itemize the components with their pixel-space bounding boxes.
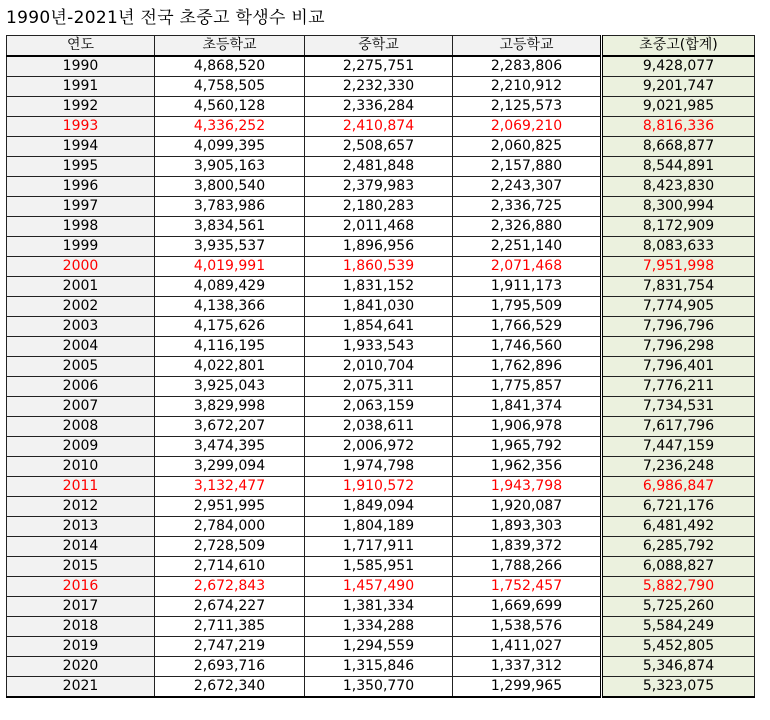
cell-year: 1996 xyxy=(7,177,155,197)
cell-year: 1998 xyxy=(7,217,155,237)
cell-middle: 1,717,911 xyxy=(305,537,453,557)
cell-elementary: 3,672,207 xyxy=(155,417,305,437)
table-row xyxy=(7,517,755,537)
table-row xyxy=(7,597,755,617)
cell-year: 2014 xyxy=(7,537,155,557)
cell-total: 7,831,754 xyxy=(602,277,755,297)
cell-year: 2018 xyxy=(7,617,155,637)
cell-elementary: 4,175,626 xyxy=(155,317,305,337)
cell-middle: 2,010,704 xyxy=(305,357,453,377)
cell-middle: 1,350,770 xyxy=(305,677,453,698)
cell-year: 2019 xyxy=(7,637,155,657)
cell-year: 2003 xyxy=(7,317,155,337)
cell-elementary: 2,693,716 xyxy=(155,657,305,677)
cell-high: 1,752,457 xyxy=(453,577,602,597)
header-elementary: 초등학교 xyxy=(155,36,305,57)
cell-total: 8,544,891 xyxy=(602,157,755,177)
cell-high: 1,766,529 xyxy=(453,317,602,337)
cell-high: 1,762,896 xyxy=(453,357,602,377)
cell-total: 9,428,077 xyxy=(602,56,755,77)
cell-total: 6,088,827 xyxy=(602,557,755,577)
cell-total: 9,021,985 xyxy=(602,97,755,117)
cell-elementary: 4,560,128 xyxy=(155,97,305,117)
table-row xyxy=(7,177,755,197)
cell-middle: 1,381,334 xyxy=(305,597,453,617)
cell-year: 1994 xyxy=(7,137,155,157)
cell-year: 1997 xyxy=(7,197,155,217)
cell-high: 1,906,978 xyxy=(453,417,602,437)
cell-middle: 1,315,846 xyxy=(305,657,453,677)
cell-total: 6,986,847 xyxy=(602,477,755,497)
cell-elementary: 4,138,366 xyxy=(155,297,305,317)
cell-high: 1,669,699 xyxy=(453,597,602,617)
cell-high: 1,299,965 xyxy=(453,677,602,698)
cell-high: 1,920,087 xyxy=(453,497,602,517)
cell-total: 5,584,249 xyxy=(602,617,755,637)
cell-middle: 2,379,983 xyxy=(305,177,453,197)
cell-year: 2009 xyxy=(7,437,155,457)
cell-middle: 1,896,956 xyxy=(305,237,453,257)
cell-middle: 1,974,798 xyxy=(305,457,453,477)
cell-high: 2,210,912 xyxy=(453,77,602,97)
cell-high: 2,069,210 xyxy=(453,117,602,137)
cell-high: 1,746,560 xyxy=(453,337,602,357)
header-total: 초중고(합계) xyxy=(602,36,755,57)
table-row xyxy=(7,417,755,437)
cell-total: 8,816,336 xyxy=(602,117,755,137)
table-row xyxy=(7,277,755,297)
cell-middle: 2,410,874 xyxy=(305,117,453,137)
cell-high: 1,775,857 xyxy=(453,377,602,397)
cell-elementary: 3,834,561 xyxy=(155,217,305,237)
cell-elementary: 2,951,995 xyxy=(155,497,305,517)
cell-year: 2013 xyxy=(7,517,155,537)
cell-high: 1,538,576 xyxy=(453,617,602,637)
cell-high: 2,283,806 xyxy=(453,56,602,77)
cell-total: 7,776,211 xyxy=(602,377,755,397)
cell-elementary: 4,868,520 xyxy=(155,56,305,77)
cell-elementary: 3,829,998 xyxy=(155,397,305,417)
cell-elementary: 3,800,540 xyxy=(155,177,305,197)
table-row xyxy=(7,537,755,557)
cell-high: 2,251,140 xyxy=(453,237,602,257)
table-row xyxy=(7,217,755,237)
cell-total: 6,721,176 xyxy=(602,497,755,517)
table-row xyxy=(7,497,755,517)
cell-year: 1990 xyxy=(7,56,155,77)
cell-total: 8,083,633 xyxy=(602,237,755,257)
cell-elementary: 2,747,219 xyxy=(155,637,305,657)
cell-middle: 2,336,284 xyxy=(305,97,453,117)
cell-middle: 1,334,288 xyxy=(305,617,453,637)
cell-elementary: 2,714,610 xyxy=(155,557,305,577)
student-count-table xyxy=(6,35,755,698)
cell-elementary: 4,099,395 xyxy=(155,137,305,157)
cell-total: 6,481,492 xyxy=(602,517,755,537)
table-row xyxy=(7,657,755,677)
cell-year: 2001 xyxy=(7,277,155,297)
cell-high: 2,243,307 xyxy=(453,177,602,197)
cell-total: 5,882,790 xyxy=(602,577,755,597)
cell-elementary: 4,758,505 xyxy=(155,77,305,97)
table-row xyxy=(7,56,755,77)
cell-year: 2020 xyxy=(7,657,155,677)
cell-year: 1993 xyxy=(7,117,155,137)
cell-high: 2,060,825 xyxy=(453,137,602,157)
cell-elementary: 3,935,537 xyxy=(155,237,305,257)
header-middle: 중학교 xyxy=(305,36,453,57)
cell-middle: 2,232,330 xyxy=(305,77,453,97)
cell-high: 2,326,880 xyxy=(453,217,602,237)
cell-elementary: 4,116,195 xyxy=(155,337,305,357)
cell-high: 2,071,468 xyxy=(453,257,602,277)
cell-total: 7,734,531 xyxy=(602,397,755,417)
cell-middle: 1,849,094 xyxy=(305,497,453,517)
cell-year: 2005 xyxy=(7,357,155,377)
table-row xyxy=(7,97,755,117)
table-row xyxy=(7,117,755,137)
cell-high: 2,125,573 xyxy=(453,97,602,117)
header-high: 고등학교 xyxy=(453,36,602,57)
cell-year: 2002 xyxy=(7,297,155,317)
cell-high: 1,965,792 xyxy=(453,437,602,457)
table-row xyxy=(7,137,755,157)
cell-high: 1,839,372 xyxy=(453,537,602,557)
table-row xyxy=(7,637,755,657)
cell-middle: 1,457,490 xyxy=(305,577,453,597)
table-row xyxy=(7,297,755,317)
table-row xyxy=(7,557,755,577)
cell-total: 5,452,805 xyxy=(602,637,755,657)
cell-total: 7,951,998 xyxy=(602,257,755,277)
cell-high: 1,943,798 xyxy=(453,477,602,497)
cell-total: 8,300,994 xyxy=(602,197,755,217)
cell-elementary: 3,925,043 xyxy=(155,377,305,397)
page-title: 1990년-2021년 전국 초중고 학생수 비교 xyxy=(6,8,325,28)
table-body xyxy=(7,56,755,697)
cell-total: 5,346,874 xyxy=(602,657,755,677)
cell-total: 9,201,747 xyxy=(602,77,755,97)
table-row xyxy=(7,477,755,497)
cell-elementary: 4,022,801 xyxy=(155,357,305,377)
cell-middle: 2,038,611 xyxy=(305,417,453,437)
cell-elementary: 3,474,395 xyxy=(155,437,305,457)
cell-total: 7,796,401 xyxy=(602,357,755,377)
cell-elementary: 4,019,991 xyxy=(155,257,305,277)
cell-high: 2,336,725 xyxy=(453,197,602,217)
cell-elementary: 3,905,163 xyxy=(155,157,305,177)
cell-year: 2007 xyxy=(7,397,155,417)
cell-elementary: 3,299,094 xyxy=(155,457,305,477)
cell-total: 8,423,830 xyxy=(602,177,755,197)
table-row xyxy=(7,437,755,457)
cell-total: 6,285,792 xyxy=(602,537,755,557)
cell-middle: 2,180,283 xyxy=(305,197,453,217)
cell-year: 2010 xyxy=(7,457,155,477)
table-row xyxy=(7,677,755,698)
cell-middle: 1,585,951 xyxy=(305,557,453,577)
cell-year: 2008 xyxy=(7,417,155,437)
cell-year: 2006 xyxy=(7,377,155,397)
cell-high: 1,788,266 xyxy=(453,557,602,577)
table-row xyxy=(7,237,755,257)
cell-year: 1999 xyxy=(7,237,155,257)
cell-year: 2017 xyxy=(7,597,155,617)
cell-year: 1991 xyxy=(7,77,155,97)
cell-high: 1,893,303 xyxy=(453,517,602,537)
cell-middle: 1,860,539 xyxy=(305,257,453,277)
cell-total: 5,725,260 xyxy=(602,597,755,617)
cell-high: 1,337,312 xyxy=(453,657,602,677)
table-row xyxy=(7,377,755,397)
cell-middle: 1,294,559 xyxy=(305,637,453,657)
table-row xyxy=(7,457,755,477)
cell-high: 1,841,374 xyxy=(453,397,602,417)
cell-middle: 2,063,159 xyxy=(305,397,453,417)
table-row xyxy=(7,257,755,277)
cell-elementary: 3,783,986 xyxy=(155,197,305,217)
cell-year: 1992 xyxy=(7,97,155,117)
cell-middle: 1,854,641 xyxy=(305,317,453,337)
table-row xyxy=(7,337,755,357)
cell-middle: 2,006,972 xyxy=(305,437,453,457)
cell-middle: 2,011,468 xyxy=(305,217,453,237)
cell-middle: 2,075,311 xyxy=(305,377,453,397)
cell-year: 2004 xyxy=(7,337,155,357)
cell-year: 1995 xyxy=(7,157,155,177)
cell-year: 2012 xyxy=(7,497,155,517)
table-row xyxy=(7,577,755,597)
table-row xyxy=(7,357,755,377)
cell-high: 1,962,356 xyxy=(453,457,602,477)
cell-middle: 2,508,657 xyxy=(305,137,453,157)
cell-high: 2,157,880 xyxy=(453,157,602,177)
cell-middle: 1,910,572 xyxy=(305,477,453,497)
cell-middle: 1,804,189 xyxy=(305,517,453,537)
cell-elementary: 2,728,509 xyxy=(155,537,305,557)
cell-high: 1,795,509 xyxy=(453,297,602,317)
cell-total: 7,796,298 xyxy=(602,337,755,357)
table-header-row xyxy=(7,36,755,57)
cell-high: 1,411,027 xyxy=(453,637,602,657)
cell-year: 2016 xyxy=(7,577,155,597)
cell-middle: 1,933,543 xyxy=(305,337,453,357)
cell-high: 1,911,173 xyxy=(453,277,602,297)
cell-total: 7,236,248 xyxy=(602,457,755,477)
cell-middle: 1,831,152 xyxy=(305,277,453,297)
table-row xyxy=(7,617,755,637)
cell-total: 7,617,796 xyxy=(602,417,755,437)
header-year: 연도 xyxy=(7,36,155,57)
cell-elementary: 2,784,000 xyxy=(155,517,305,537)
cell-total: 8,172,909 xyxy=(602,217,755,237)
cell-year: 2015 xyxy=(7,557,155,577)
cell-total: 7,774,905 xyxy=(602,297,755,317)
table-row xyxy=(7,157,755,177)
cell-total: 7,796,796 xyxy=(602,317,755,337)
cell-total: 5,323,075 xyxy=(602,677,755,698)
cell-elementary: 4,089,429 xyxy=(155,277,305,297)
cell-elementary: 2,674,227 xyxy=(155,597,305,617)
cell-elementary: 2,672,340 xyxy=(155,677,305,698)
cell-year: 2000 xyxy=(7,257,155,277)
table-row xyxy=(7,77,755,97)
cell-elementary: 2,672,843 xyxy=(155,577,305,597)
cell-elementary: 3,132,477 xyxy=(155,477,305,497)
cell-middle: 2,481,848 xyxy=(305,157,453,177)
cell-total: 8,668,877 xyxy=(602,137,755,157)
table-row xyxy=(7,397,755,417)
table-row xyxy=(7,317,755,337)
table-row xyxy=(7,197,755,217)
cell-middle: 1,841,030 xyxy=(305,297,453,317)
cell-middle: 2,275,751 xyxy=(305,56,453,77)
cell-elementary: 2,711,385 xyxy=(155,617,305,637)
cell-year: 2021 xyxy=(7,677,155,698)
cell-total: 7,447,159 xyxy=(602,437,755,457)
cell-year: 2011 xyxy=(7,477,155,497)
cell-elementary: 4,336,252 xyxy=(155,117,305,137)
